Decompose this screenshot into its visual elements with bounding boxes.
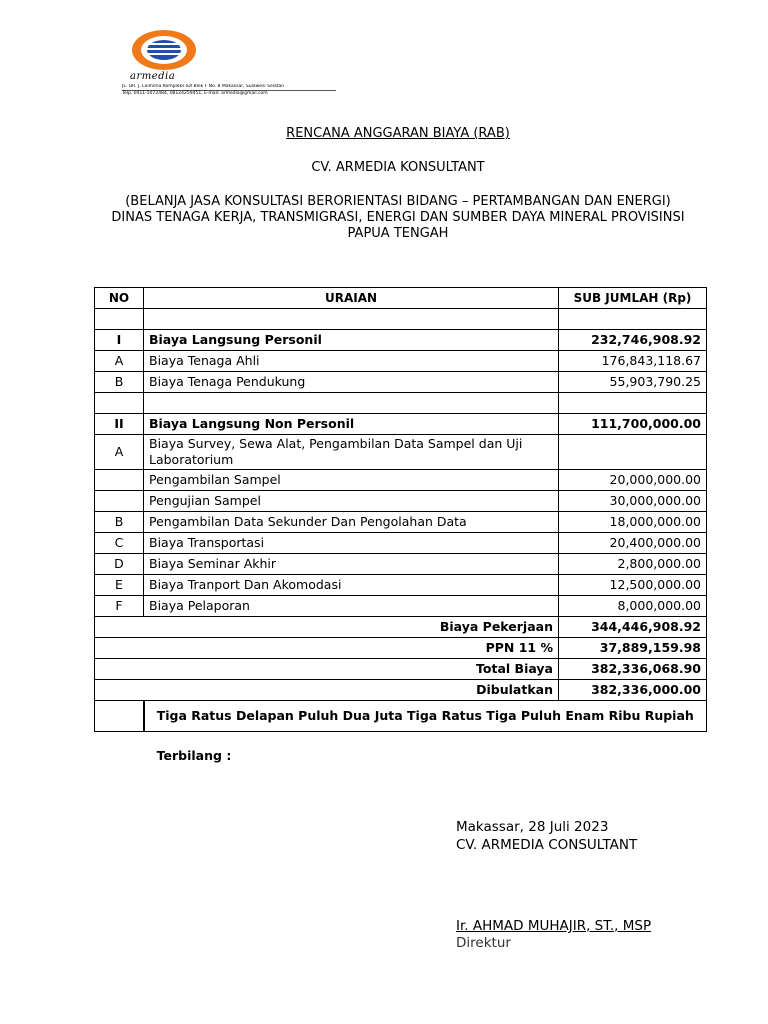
signer-name: Ir. AHMAD MUHAJIR, ST., MSP (456, 918, 652, 934)
row-no: I (95, 330, 144, 351)
total-value: 382,336,068.90 (559, 659, 707, 680)
signature-company: CV. ARMEDIA CONSULTANT (456, 837, 638, 853)
title-agency: DINAS TENAGA KERJA, TRANSMIGRASI, ENERGI DAN SUMBER DAYA MINERAL PROVISINSI PAPUA TENGAH (111, 210, 685, 241)
table-header-row (95, 288, 707, 309)
signer-role: Direktur (456, 935, 511, 951)
title-company: CV. ARMEDIA KONSULTANT (311, 160, 485, 175)
contact-line: Telp. 0411-5072484, 08124259451, E-mail: armedia@gmail.com (122, 91, 268, 96)
signature-block (456, 818, 637, 854)
table-row (95, 330, 707, 351)
company-logo-icon (130, 28, 198, 72)
table-row (95, 491, 707, 512)
row-uraian: Pengambilan Sampel (144, 470, 559, 491)
table-row (95, 414, 707, 435)
total-value: 344,446,908.92 (559, 617, 707, 638)
address-line: JL. DR. J. Leimena Kompleks IDI Blok F No. 8 Makassar, Sulawesi Selatan (122, 84, 336, 91)
row-value (559, 435, 707, 470)
row-uraian: Pengambilan Data Sekunder Dan Pengolahan Data (144, 512, 559, 533)
row-no: F (95, 596, 144, 617)
table-row (95, 351, 707, 372)
document-title (100, 126, 696, 242)
total-value: 37,889,159.98 (559, 638, 707, 659)
row-uraian: Pengujian Sampel (144, 491, 559, 512)
row-value: 8,000,000.00 (559, 596, 707, 617)
row-uraian: Biaya Tenaga Pendukung (144, 372, 559, 393)
place-date: Makassar, 28 Juli 2023 (456, 819, 609, 835)
row-no: D (95, 554, 144, 575)
row-uraian: Biaya Seminar Akhir (144, 554, 559, 575)
letterhead (112, 28, 336, 100)
total-label: Biaya Pekerjaan (95, 617, 559, 638)
row-no: A (95, 351, 144, 372)
header-sub-jumlah: SUB JUMLAH (Rp) (559, 288, 707, 309)
table-row (95, 596, 707, 617)
row-no: E (95, 575, 144, 596)
table-row (95, 435, 707, 470)
title-scope: (BELANJA JASA KONSULTASI BERORIENTASI BIDANG – PERTAMBANGAN DAN ENERGI) (125, 194, 671, 209)
total-row (95, 659, 707, 680)
table-row (95, 470, 707, 491)
row-uraian: Biaya Survey, Sewa Alat, Pengambilan Data Sampel dan Uji Laboratorium (144, 435, 559, 470)
row-uraian: Biaya Langsung Non Personil (144, 414, 559, 435)
table-row (95, 512, 707, 533)
row-value: 18,000,000.00 (559, 512, 707, 533)
row-value: 20,000,000.00 (559, 470, 707, 491)
row-no: B (95, 372, 144, 393)
row-no (95, 491, 144, 512)
row-no: B (95, 512, 144, 533)
total-row (95, 617, 707, 638)
row-uraian: Biaya Tranport Dan Akomodasi (144, 575, 559, 596)
signer (456, 918, 651, 952)
terbilang-text: Tiga Ratus Delapan Puluh Dua Juta Tiga Ratus Tiga Puluh Enam Ribu Rupiah (144, 701, 707, 732)
row-uraian: Biaya Langsung Personil (144, 330, 559, 351)
total-label: Total Biaya (95, 659, 559, 680)
row-value: 20,400,000.00 (559, 533, 707, 554)
row-no: II (95, 414, 144, 435)
row-value: 232,746,908.92 (559, 330, 707, 351)
terbilang-row (95, 701, 707, 732)
logo-wordmark: armedia (130, 71, 176, 82)
row-value: 176,843,118.67 (559, 351, 707, 372)
terbilang-label-cell (95, 701, 144, 732)
budget-table (94, 287, 707, 732)
title-rab: RENCANA ANGGARAN BIAYA (RAB) (286, 126, 510, 141)
total-row (95, 680, 707, 701)
row-no: C (95, 533, 144, 554)
row-value: 2,800,000.00 (559, 554, 707, 575)
spacer-row (95, 393, 707, 414)
table-row (95, 372, 707, 393)
row-uraian: Biaya Tenaga Ahli (144, 351, 559, 372)
terbilang-label: Terbilang : (156, 748, 232, 763)
total-label: PPN 11 % (95, 638, 559, 659)
row-value: 30,000,000.00 (559, 491, 707, 512)
header-uraian: URAIAN (144, 288, 559, 309)
row-uraian: Biaya Transportasi (144, 533, 559, 554)
letterhead-address (122, 84, 336, 97)
header-no: NO (95, 288, 144, 309)
row-value: 111,700,000.00 (559, 414, 707, 435)
table-row (95, 533, 707, 554)
spacer-row (95, 309, 707, 330)
table-row (95, 554, 707, 575)
row-no (95, 470, 144, 491)
total-row (95, 638, 707, 659)
row-value: 12,500,000.00 (559, 575, 707, 596)
row-uraian: Biaya Pelaporan (144, 596, 559, 617)
row-no: A (95, 435, 144, 470)
row-value: 55,903,790.25 (559, 372, 707, 393)
total-value: 382,336,000.00 (559, 680, 707, 701)
total-label: Dibulatkan (95, 680, 559, 701)
table-row (95, 575, 707, 596)
